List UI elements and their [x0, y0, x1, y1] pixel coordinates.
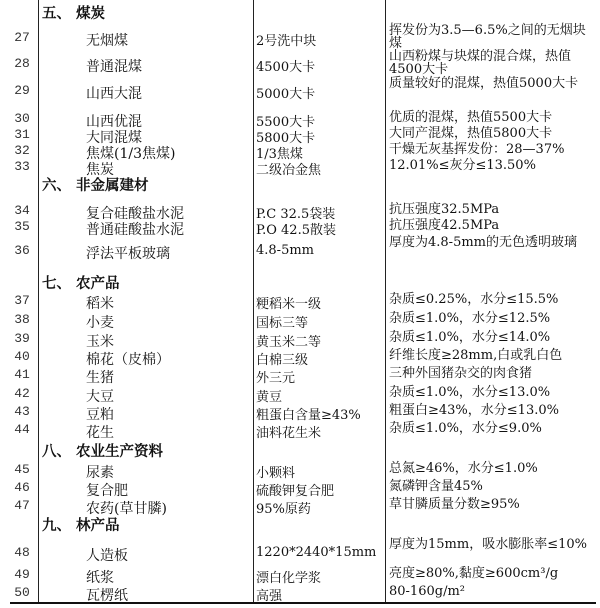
- table-row: [0, 77, 600, 104]
- table-row: [0, 348, 600, 368]
- commodity-name: 稻米: [86, 295, 114, 312]
- table-row: [0, 403, 600, 423]
- row-number: 36: [14, 242, 30, 258]
- quality-description: 大同产混煤，热值5800大卡: [389, 126, 553, 141]
- commodity-name: 无烟煤: [86, 32, 128, 49]
- quality-description: 优质的混煤，热值5500大卡: [389, 110, 553, 125]
- table-row: [0, 50, 600, 77]
- row-number: 42: [14, 385, 30, 401]
- quality-description: 杂质≤1.0%，水分≤14.0%: [389, 330, 551, 345]
- section-title: 九、 林产品: [42, 517, 120, 534]
- section-title: 五、 煤炭: [42, 5, 106, 22]
- row-number: 50: [14, 584, 30, 600]
- commodity-name: 浮法平板玻璃: [86, 245, 170, 262]
- row-number: 33: [14, 158, 30, 174]
- commodity-spec: 粳稻米一级: [256, 296, 322, 312]
- quality-description: 草甘膦质量分数≥95%: [389, 497, 520, 512]
- row-number: 34: [14, 202, 30, 218]
- row-number: 43: [14, 403, 30, 419]
- table-row: [0, 142, 600, 162]
- table-row: [0, 584, 600, 604]
- commodity-spec: 4500大卡: [256, 60, 316, 75]
- row-number: 29: [14, 83, 30, 98]
- commodity-spec: 粗蛋白含量≥43%: [256, 407, 361, 423]
- row-number: 44: [14, 421, 30, 437]
- row-number: 41: [14, 366, 30, 382]
- row-number: 39: [14, 330, 30, 346]
- table-row: [0, 158, 600, 178]
- commodity-spec: 国标三等: [256, 315, 309, 331]
- commodity-spec: 黄豆: [256, 389, 283, 405]
- commodity-spec: 2号洗中块: [256, 33, 317, 49]
- commodity-spec: P.C 32.5袋装: [256, 206, 336, 222]
- row-number: 30: [14, 110, 30, 126]
- commodity-spec: 1220*2440*15mm: [256, 544, 377, 560]
- commodity-spec: 95%原药: [256, 501, 311, 517]
- section-title: 七、 农产品: [42, 275, 120, 292]
- table-row: [0, 566, 600, 586]
- section-header-row: [0, 2, 600, 24]
- table-row: [0, 126, 600, 146]
- commodity-name: 山西大混: [86, 86, 142, 102]
- row-number: 27: [14, 29, 30, 45]
- commodity-name: 复合肥: [86, 482, 128, 499]
- commodity-name: 农药(草甘膦): [86, 500, 167, 517]
- quality-description: 厚度为15mm，吸水膨胀率≤10%: [389, 537, 587, 552]
- commodity-name: 大同混煤: [86, 129, 142, 146]
- quality-description: 氮磷钾含量45%: [389, 479, 483, 494]
- quality-description: 干燥无灰基挥发份：28—37%: [389, 142, 565, 157]
- quality-description: 杂质≤1.0%，水分≤13.0%: [389, 385, 551, 400]
- table-row: [0, 311, 600, 331]
- commodity-spec: 1/3焦煤: [256, 146, 303, 162]
- quality-description: 抗压强度32.5MPa: [389, 202, 500, 217]
- commodity-name: 山西优混: [86, 113, 142, 130]
- commodity-spec: 5500大卡: [256, 114, 316, 130]
- table-row: [0, 421, 600, 441]
- section-header-row: [0, 440, 600, 458]
- quality-description: 厚度为4.8-5mm的无色透明玻璃: [389, 235, 577, 250]
- section-header-row: [0, 272, 600, 290]
- section-header-row: [0, 174, 600, 192]
- row-number: 31: [14, 126, 30, 142]
- row-number: 32: [14, 142, 30, 158]
- row-number: 37: [14, 292, 30, 308]
- row-number: 48: [14, 544, 30, 560]
- commodity-spec: 白棉三级: [256, 352, 309, 368]
- quality-description: 杂质≤1.0%，水分≤9.0%: [389, 421, 542, 436]
- commodity-name: 复合硅酸盐水泥: [86, 205, 184, 222]
- table-row: [0, 538, 600, 566]
- table-row: [0, 202, 600, 222]
- commodity-spec: 黄玉米二等: [256, 334, 322, 350]
- commodity-name: 生猪: [86, 369, 114, 386]
- commodity-spec: 外三元: [256, 370, 296, 386]
- commodity-spec: 二级冶金焦: [256, 162, 322, 178]
- quality-description: 纤维长度≥28mm,白或乳白色: [389, 348, 563, 363]
- commodity-name: 普通混煤: [86, 59, 142, 75]
- row-number: 47: [14, 497, 30, 513]
- table-row: [0, 24, 600, 50]
- commodity-name: 大豆: [86, 388, 114, 405]
- quality-description: 抗压强度42.5MPa: [389, 218, 500, 233]
- quality-description: 挥发份为3.5—6.5%之间的无烟块煤: [389, 23, 586, 51]
- table-row: [0, 366, 600, 386]
- commodity-name: 焦炭: [86, 161, 114, 178]
- row-number: 35: [14, 218, 30, 234]
- commodity-name: 尿素: [86, 464, 114, 481]
- commodity-spec: 油料花生米: [256, 425, 322, 441]
- quality-description: 总氮≥46%，水分≤1.0%: [389, 461, 538, 476]
- quality-description: 杂质≤1.0%，水分≤12.5%: [389, 311, 551, 326]
- table-row: [0, 461, 600, 481]
- commodity-spec: 高强: [256, 588, 283, 604]
- row-number: 49: [14, 566, 30, 582]
- quality-description: 质量较好的混煤，热值5000大卡: [389, 76, 579, 91]
- quality-description: 粗蛋白≥43%，水分≤13.0%: [389, 403, 559, 418]
- section-title: 八、 农业生产资料: [42, 443, 164, 460]
- commodity-spec: 5000大卡: [256, 87, 316, 102]
- quality-description: 杂质≤0.25%，水分≤15.5%: [389, 292, 559, 307]
- commodity-name: 小麦: [86, 314, 114, 331]
- row-number: 38: [14, 311, 30, 327]
- table-row: [0, 218, 600, 238]
- row-number: 45: [14, 461, 30, 477]
- commodity-name: 花生: [86, 424, 114, 441]
- row-number: 46: [14, 479, 30, 495]
- commodity-spec: 5800大卡: [256, 130, 316, 146]
- commodity-spec: 4.8-5mm: [256, 242, 314, 258]
- commodity-spec: 漂白化学浆: [256, 570, 322, 586]
- commodity-name: 玉米: [86, 333, 114, 350]
- commodity-spec: 小颗料: [256, 465, 296, 481]
- commodity-name: 普通硅酸盐水泥: [86, 221, 184, 238]
- section-title: 六、 非金属建材: [42, 177, 149, 194]
- commodity-name: 豆粕: [86, 406, 114, 423]
- section-header-row: [0, 514, 600, 532]
- table-row: [0, 479, 600, 499]
- quality-description: 12.01%≤灰分≤13.50%: [389, 158, 536, 173]
- quality-description: 80-160g/m²: [389, 584, 465, 599]
- table-row: [0, 330, 600, 350]
- table-row: [0, 110, 600, 130]
- table-row: [0, 497, 600, 517]
- quality-description: 亮度≥80%,黏度≥600cm³/g: [389, 566, 559, 581]
- commodity-name: 棉花（皮棉）: [86, 351, 170, 368]
- commodity-spec: 硫酸钾复合肥: [256, 483, 335, 499]
- commodity-spec: P.O 42.5散装: [256, 222, 336, 238]
- quality-description: 三种外国猪杂交的肉食猪: [389, 366, 533, 381]
- quality-description: 山西粉煤与块煤的混合煤，热值4500大卡: [389, 49, 572, 77]
- commodity-name: 人造板: [86, 547, 128, 564]
- commodity-name: 焦煤(1/3焦煤): [86, 145, 176, 162]
- table-row: [0, 385, 600, 405]
- row-number: 28: [14, 56, 30, 71]
- commodity-name: 纸浆: [86, 569, 114, 586]
- commodity-name: 瓦楞纸: [86, 587, 128, 604]
- row-number: 40: [14, 348, 30, 364]
- table-row: [0, 236, 600, 264]
- table-row: [0, 292, 600, 312]
